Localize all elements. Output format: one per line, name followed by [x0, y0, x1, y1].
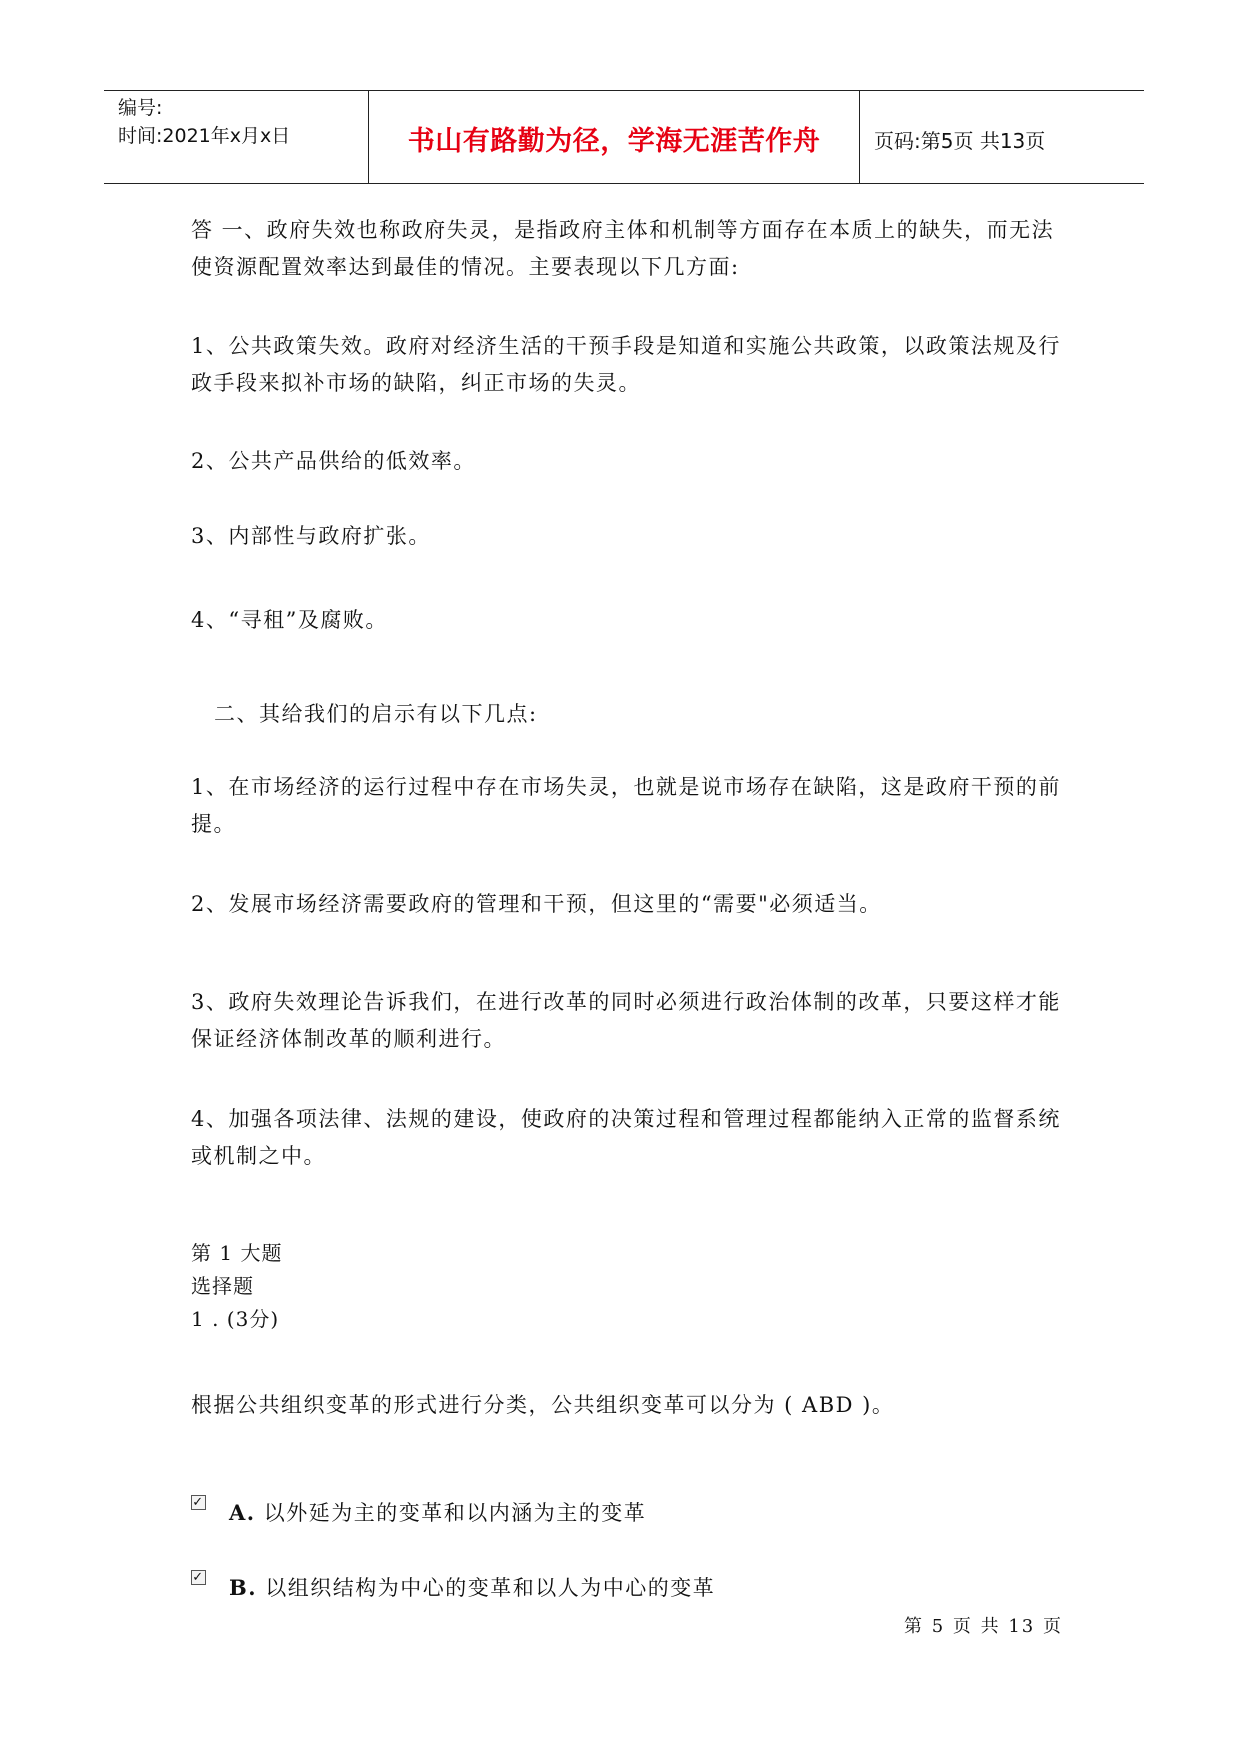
- page-footer: 第 5 页 共 13 页: [904, 1616, 1063, 1637]
- quiz-section: 第 1 大题: [191, 1241, 283, 1265]
- answer-point: 4、“寻租”及腐败。: [191, 608, 388, 632]
- option-a-text: [229, 1497, 646, 1527]
- option-label: 以组织结构为中心的变革和以人为中心的变革: [265, 1576, 716, 1600]
- option-b-text: [229, 1572, 715, 1602]
- option-letter: B.: [229, 1575, 258, 1600]
- answer-point: 2、公共产品供给的低效率。: [191, 449, 476, 473]
- answer-point: 1、公共政策失效。政府对经济生活的干预手段是知道和实施公共政策，以政策法规及行政手段来拟补市场的缺陷，纠正市场的失灵。: [191, 334, 1061, 395]
- quiz-type: 选择题: [191, 1274, 254, 1298]
- motto: 书山有路勤为径，学海无涯苦作舟: [407, 126, 821, 157]
- header-motto-cell: [368, 91, 860, 183]
- part2-point: 2、发展市场经济需要政府的管理和干预，但这里的“需要"必须适当。: [191, 892, 882, 916]
- answer-intro: 答 一、政府失效也称政府失灵，是指政府主体和机制等方面存在本质上的缺失，而无法使资源配置效率达到最佳的情况。主要表现以下几方面:: [191, 218, 1055, 279]
- answer-point: 3、内部性与政府扩张。: [191, 524, 431, 548]
- header-page-info: 页码:第5页 共13页: [874, 129, 1046, 153]
- header-page-cell: [860, 91, 1144, 183]
- time-label: 时间:2021年x月x日: [118, 125, 291, 147]
- option-label: 以外延为主的变革和以内涵为主的变革: [263, 1501, 647, 1525]
- part2-point: 4、加强各项法律、法规的建设，使政府的决策过程和管理过程都能纳入正常的监督系统或机制之中。: [191, 1107, 1061, 1168]
- quiz-number: 1 . (3分): [191, 1307, 280, 1331]
- header-meta: [104, 91, 368, 183]
- checkbox-checked-icon[interactable]: ✓: [192, 1495, 205, 1510]
- option-letter: A.: [229, 1500, 256, 1525]
- part2-point: 1、在市场经济的运行过程中存在市场失灵，也就是说市场存在缺陷，这是政府干预的前提。: [191, 775, 1061, 836]
- quiz-question: 根据公共组织变革的形式进行分类，公共组织变革可以分为 ( ABD )。: [191, 1393, 895, 1417]
- number-label: 编号:: [118, 97, 163, 119]
- part2-point: 3、政府失效理论告诉我们，在进行改革的同时必须进行政治体制的改革，只要这样才能保证经济体制改革的顺利进行。: [191, 990, 1061, 1051]
- page-header: [104, 90, 1144, 184]
- part2-title: 二、其给我们的启示有以下几点:: [214, 702, 538, 726]
- checkbox-checked-icon[interactable]: ✓: [192, 1570, 205, 1585]
